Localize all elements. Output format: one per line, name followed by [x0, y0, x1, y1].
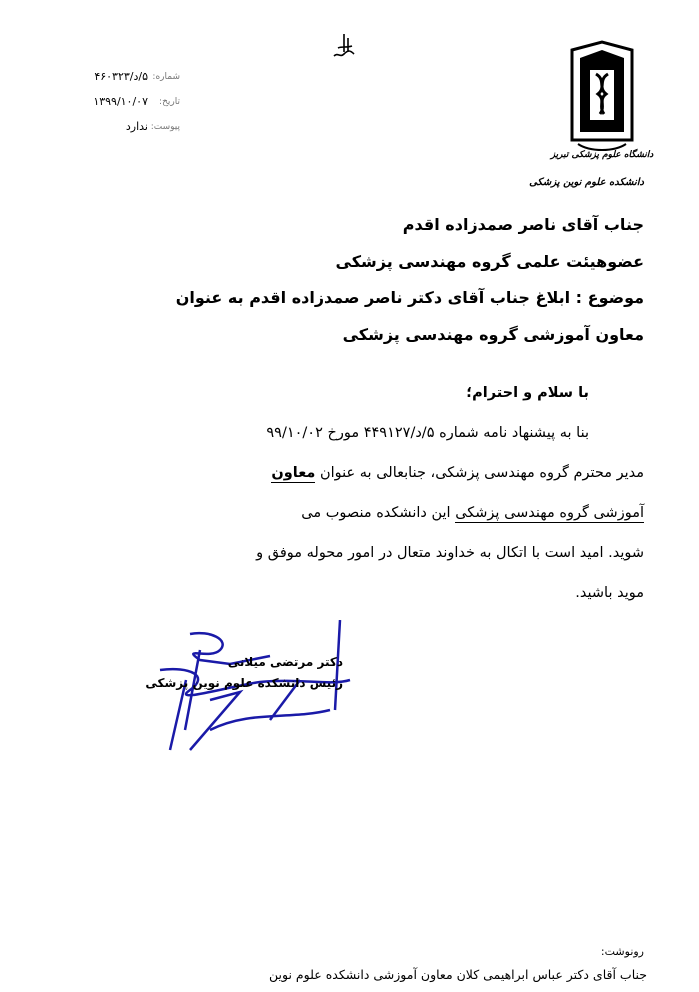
date-row [70, 95, 180, 115]
faculty-name: دانشکده علوم نوین پزشکی [529, 177, 644, 188]
cc-recipient: جناب آقای دکتر عباس ابراهیمی کلان معاون آموزشی دانشکده علوم نوین [269, 967, 647, 982]
body-line-3 [301, 505, 644, 521]
attachment-row [70, 120, 180, 140]
body-line-2-text: مدیر محترم گروه مهندسی پزشکی، جنابعالی به عنوان [315, 465, 644, 481]
addressee-name: جناب آقای ناصر صمدزاده اقدم [402, 215, 644, 234]
attachment-value: ندارد [125, 120, 148, 133]
signer-name: دکتر مرتضی میلانی [227, 655, 343, 669]
subject-line-1: موضوع : ابلاغ جناب آقای دکتر ناصر صمدزاده اقدم به عنوان [175, 288, 644, 307]
body-line-4: شوید. امید است با اتکال به خداوند متعال در امور محوله موفق و [256, 545, 644, 561]
bismillah-mark [332, 30, 360, 62]
attachment-label: پیوست: [150, 122, 180, 132]
cc-label: رونوشت: [600, 945, 644, 958]
body-line-2 [271, 465, 644, 481]
letter-date-label: تاریخ: [159, 97, 180, 107]
university-name: دانشگاه علوم پزشکی تبریز [550, 150, 654, 160]
letter-date: ۱۳۹۹/۱۰/۰۷ [93, 95, 148, 108]
letter-number-label: شماره: [152, 72, 180, 82]
subject-line-2: معاون آموزشی گروه مهندسی پزشکی [342, 325, 644, 344]
signer-title: رئیس دانشکده علوم نوین پزشکی [145, 676, 343, 690]
body-line-1: بنا به پیشنهاد نامه شماره ۵/د/۴۴۹۱۲۷ مورخ ۹۹/۱۰/۰۲ [266, 425, 589, 441]
greeting: با سلام و احترام؛ [466, 385, 589, 401]
underlined-position: آموزشی گروه مهندسی پزشکی [455, 505, 644, 521]
underlined-deputy: معاون [271, 465, 316, 481]
number-row [70, 70, 180, 90]
letter-number: ۵/د/۴۶۰۳۲۳ [94, 70, 148, 83]
addressee-position: عضوهیئت علمی گروه مهندسی پزشکی [335, 252, 644, 271]
handwritten-signature [150, 620, 380, 760]
body-line-5: موید باشید. [575, 585, 644, 601]
university-logo [550, 40, 654, 180]
body-line-3-text: این دانشکده منصوب می [301, 505, 456, 521]
